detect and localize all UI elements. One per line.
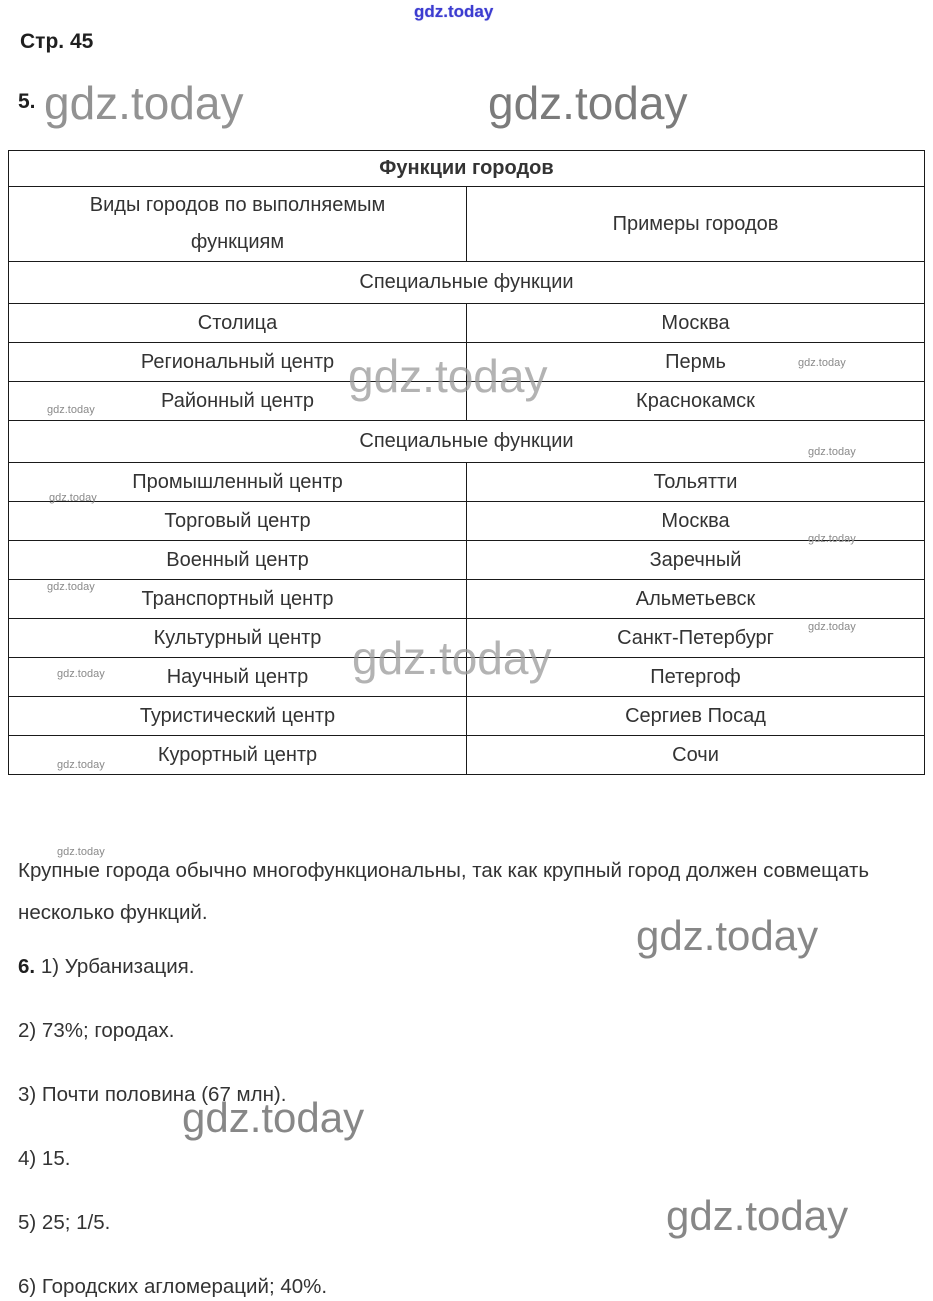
gdz-watermark: gdz.today bbox=[636, 912, 819, 959]
city-type-cell: Транспортный центр bbox=[9, 580, 467, 619]
table-row bbox=[9, 580, 925, 619]
city-example-cell: Петергоф bbox=[467, 658, 925, 697]
city-functions-table bbox=[8, 150, 925, 775]
city-type-cell: Торговый центр bbox=[9, 502, 467, 541]
city-example-cell: Тольятти bbox=[467, 463, 925, 502]
table-row bbox=[9, 463, 925, 502]
gdz-watermark-small: gdz.today bbox=[47, 404, 95, 416]
table-row bbox=[9, 304, 925, 343]
city-example-cell: Сергиев Посад bbox=[467, 697, 925, 736]
gdz-watermark-small: gdz.today bbox=[57, 668, 105, 680]
gdz-watermark-small: gdz.today bbox=[57, 846, 105, 858]
section-label-special-functions-1: Специальные функции bbox=[9, 262, 925, 304]
gdz-watermark: gdz.today bbox=[352, 632, 552, 684]
answer-line bbox=[18, 955, 327, 979]
city-example-cell: Заречный bbox=[467, 541, 925, 580]
table-title-row bbox=[9, 151, 925, 187]
answer-item: 6) Городских агломераций; 40%. bbox=[18, 1275, 328, 1298]
answer-item: 4) 15. bbox=[18, 1147, 71, 1170]
gdz-watermark-small: gdz.today bbox=[57, 759, 105, 771]
answer-item: 2) 73%; городах. bbox=[18, 1019, 175, 1042]
task-6-answers bbox=[18, 955, 327, 1299]
section-row bbox=[9, 262, 925, 304]
table-header-row bbox=[9, 187, 925, 262]
gdz-watermark-small: gdz.today bbox=[47, 581, 95, 593]
table-title: Функции городов bbox=[9, 151, 925, 187]
table-row bbox=[9, 502, 925, 541]
city-type-cell: Военный центр bbox=[9, 541, 467, 580]
col-header-city-types-label: Виды городов по выполняемым функциям bbox=[89, 194, 386, 253]
table-row bbox=[9, 541, 925, 580]
city-type-cell: Туристический центр bbox=[9, 697, 467, 736]
table-row bbox=[9, 658, 925, 697]
city-example-cell: Москва bbox=[467, 304, 925, 343]
gdz-watermark-small: gdz.today bbox=[808, 533, 856, 545]
section-label-special-functions-2: Специальные функции bbox=[9, 421, 925, 463]
gdz-watermark-small: gdz.today bbox=[808, 446, 856, 458]
city-type-cell: Региональный центр bbox=[9, 343, 467, 382]
section-row bbox=[9, 421, 925, 463]
gdz-watermark: gdz.today bbox=[666, 1192, 849, 1239]
task-5-number: 5. bbox=[18, 90, 36, 113]
gdz-watermark: gdz.today bbox=[348, 350, 548, 402]
col-header-city-types bbox=[9, 187, 467, 262]
city-example-cell: Сочи bbox=[467, 736, 925, 775]
table-row bbox=[9, 343, 925, 382]
city-example-cell: Альметьевск bbox=[467, 580, 925, 619]
table-row bbox=[9, 382, 925, 421]
gdz-watermark: gdz.today bbox=[44, 77, 244, 129]
answer-item: 1) Урбанизация. bbox=[40, 955, 195, 978]
answer-item: 3) Почти половина (67 млн). bbox=[18, 1083, 287, 1106]
city-type-cell: Курортный центр bbox=[9, 736, 467, 775]
city-type-cell: Научный центр bbox=[9, 658, 467, 697]
gdz-watermark-top: gdz.today bbox=[414, 2, 494, 21]
city-example-cell: Москва bbox=[467, 502, 925, 541]
page-number-label: Стр. 45 bbox=[20, 30, 94, 53]
answer-item: 5) 25; 1/5. bbox=[18, 1211, 111, 1234]
gdz-watermark-small: gdz.today bbox=[49, 492, 97, 504]
city-type-cell: Столица bbox=[9, 304, 467, 343]
gdz-watermark-small: gdz.today bbox=[808, 621, 856, 633]
gdz-watermark: gdz.today bbox=[182, 1094, 365, 1141]
col-header-city-examples: Примеры городов bbox=[467, 187, 925, 262]
table-row bbox=[9, 619, 925, 658]
city-type-cell: Районный центр bbox=[9, 382, 467, 421]
note-paragraph: Крупные города обычно многофункциональны, так как крупный город должен совмещать несколько функций. bbox=[18, 859, 870, 924]
city-example-cell: Пермь bbox=[467, 343, 925, 382]
table-row bbox=[9, 736, 925, 775]
gdz-watermark-small: gdz.today bbox=[798, 357, 846, 369]
table-row bbox=[9, 697, 925, 736]
city-type-cell: Промышленный центр bbox=[9, 463, 467, 502]
task-6-number: 6. bbox=[18, 955, 36, 978]
gdz-watermark: gdz.today bbox=[488, 77, 688, 129]
city-example-cell: Краснокамск bbox=[467, 382, 925, 421]
city-example-cell: Санкт-Петербург bbox=[467, 619, 925, 658]
city-type-cell: Культурный центр bbox=[9, 619, 467, 658]
